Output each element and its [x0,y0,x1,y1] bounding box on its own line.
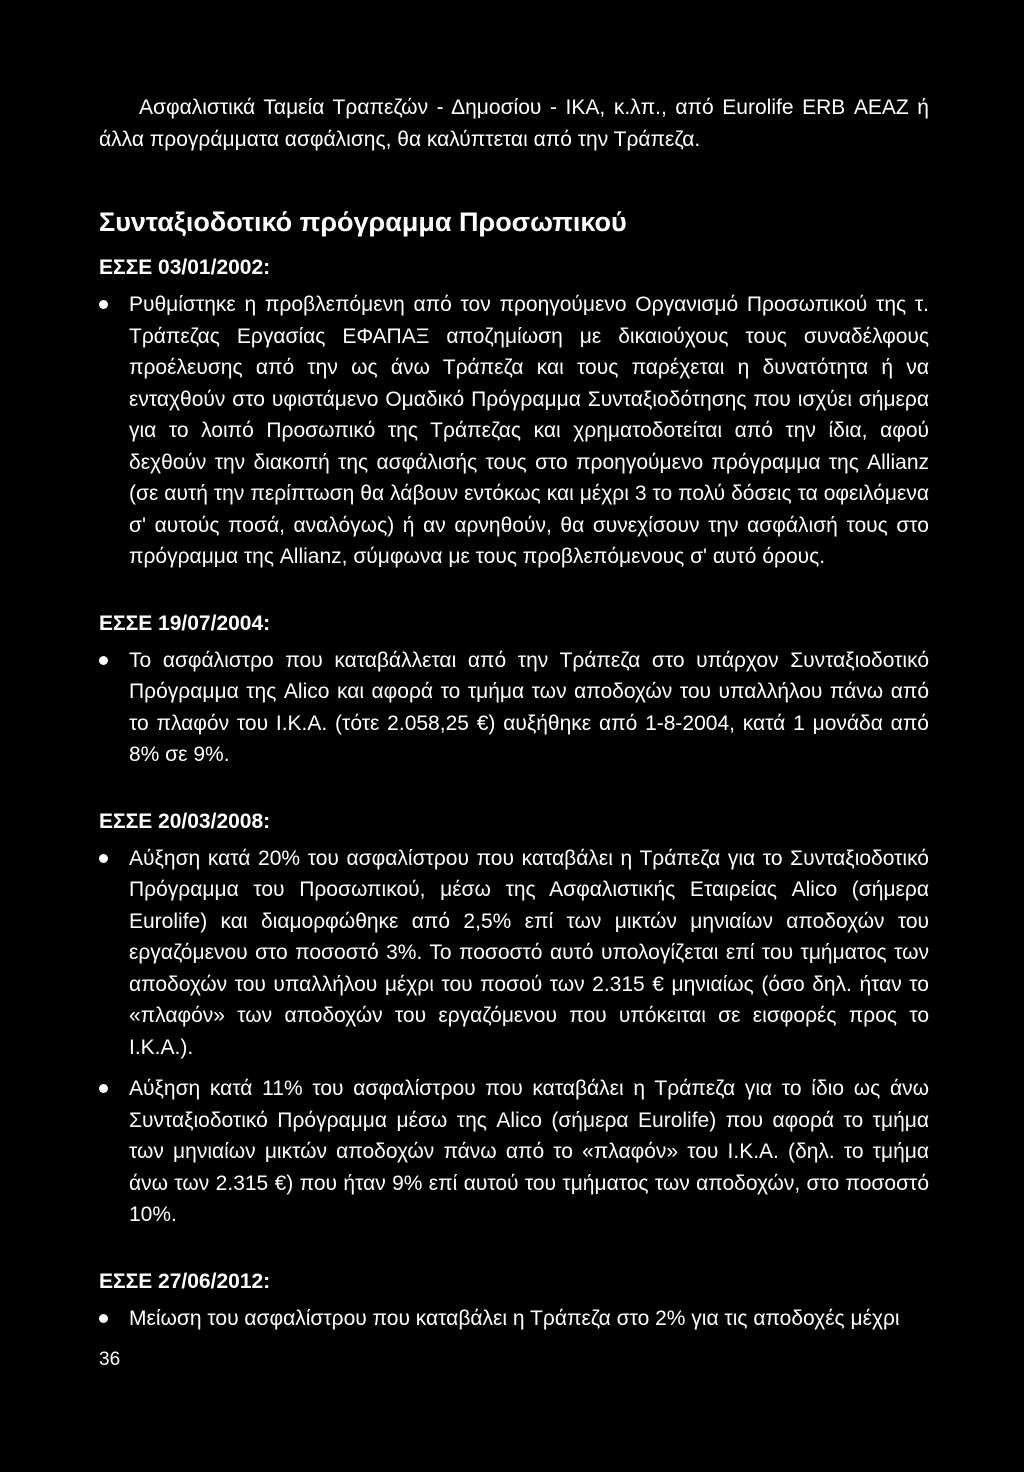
bullet-dot-icon [99,300,108,309]
bullet-dot-icon [99,1084,108,1093]
section-essE-2012 [99,1267,929,1335]
bullet-text: Αύξηση κατά 20% του ασφαλίστρου που καταβάλει η Τράπεζα για το Συνταξιοδοτικό Πρόγραμμα του Προσωπικού, μέσω της Ασφαλιστικής Εταιρείας Alico (σήμερα Eurolife) και διαμορφώθηκε από 2,5% επί των μικτών μηνιαίων αποδοχών του εργαζόμενου στο ποσοστό 3%. Το ποσοστό αυτό υπολογίζεται επί του τμήματος των αποδοχών του υπαλλήλου μέχρι του ποσού των 2.315 € μηνιαίως (όσο δηλ. ήταν το «πλαφόν» των αποδοχών του εργαζόμενου που υπόκειται σε εισφορές προς το Ι.Κ.Α.). [129,846,929,1059]
bullet-text: Ρυθμίστηκε η προβλεπόμενη από τον προηγούμενο Οργανισμό Προσωπικού της τ. Τράπεζας Εργασίας ΕΦΑΠΑΞ αποζημίωση με δικαιούχους τους συναδέλφους προέλευσης από την ως άνω Τράπεζα και τους παρέχεται η δυνατότητα ή να ενταχθούν στο υφιστάμενο Ομαδικό Πρόγραμμα Συνταξιοδότησης που ισχύει σήμερα για το λοιπό Προσωπικό της Τράπεζας και χρηματοδοτείται από την ίδια, αφού δεχθούν την διακοπή της ασφάλισής τους στο προηγούμενο πρόγραμμα της Allianz (σε αυτή την περίπτωση θα λάβουν εντόκως και μέχρι 3 το πολύ δόσεις τα οφειλόμενα σ' αυτούς ποσά, αναλόγως) ή αν αρνηθούν, θα συνεχίσουν την ασφάλισή τους στο πρόγραμμα της Allianz, σύμφωνα με τους προβλεπόμενους σ' αυτό όρους. [129,293,929,568]
section-heading: Συνταξιοδοτικό πρόγραμμα Προσωπικού [99,207,627,237]
bullet-text: Μείωση του ασφαλίστρου που καταβάλει η Τράπεζα στο 2% για τις αποδοχές μέχρι [129,1306,900,1330]
section-title: ΕΣΣΕ 27/06/2012: [99,1269,271,1293]
bullet-dot-icon [99,656,108,665]
section-title: ΕΣΣΕ 19/07/2004: [99,611,271,635]
bullet-list [99,289,929,573]
section-essE-2008 [99,807,929,1231]
bullet-item [99,1073,929,1231]
bullet-item [99,645,929,771]
bullet-dot-icon [99,854,108,863]
bullet-item [99,1303,929,1335]
page-content [99,92,929,1344]
bullet-dot-icon [99,1314,108,1323]
section-title: ΕΣΣΕ 03/01/2002: [99,256,271,279]
bullet-text: Αύξηση κατά 11% του ασφαλίστρου που καταβάλει η Τράπεζα για το ίδιο ως άνω Συνταξιοδοτικό Πρόγραμμα μέσω της Alico (σήμερα Eurolife) που αφορά το τμήμα των μηνιαίων μικτών αποδοχών πάνω από το «πλαφόν» του Ι.Κ.Α. (δηλ. το τμήμα άνω των 2.315 €) που ήταν 9% επί αυτού του τμήματος των αποδοχών, στο ποσοστό 10%. [129,1077,930,1226]
bullet-item [99,843,929,1064]
bullet-list [99,645,929,771]
section-title: ΕΣΣΕ 20/03/2008: [99,809,271,833]
section-essE-2002 [99,253,929,573]
bullet-text: Το ασφάλιστρο που καταβάλλεται από την Τράπεζα στο υπάρχον Συνταξιοδοτικό Πρόγραμμα της Alico και αφορά το τμήμα των αποδοχών του υπαλλήλου πάνω από το πλαφόν του Ι.Κ.Α. (τότε 2.058,25 €) αυξήθηκε από 1-8-2004, κατά 1 μονάδα από 8% σε 9%. [129,648,929,766]
bullet-list [99,1303,929,1335]
bullet-item [99,289,929,573]
page-number: 36 [99,1349,121,1370]
bullet-list [99,843,929,1231]
section-essE-2004 [99,609,929,771]
intro-paragraph: Ασφαλιστικά Ταμεία Τραπεζών - Δημοσίου - ΙΚΑ, κ.λπ., από Eurolife ERB ΑΕΑΖ ή άλλα προγράμματα ασφάλισης, θα καλύπτεται από την Τράπεζα. [99,96,929,151]
